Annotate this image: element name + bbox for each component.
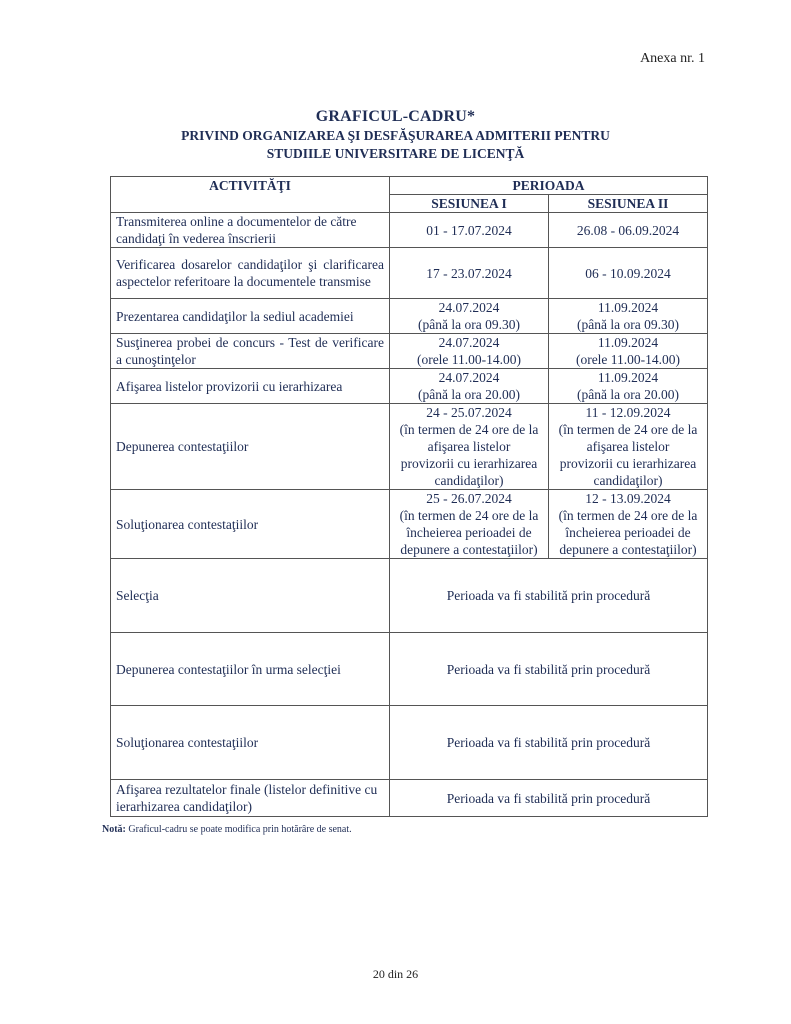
period-line: provizorii cu ierarhizarea (400, 456, 538, 471)
table-row (111, 299, 708, 334)
period-line: candidaţilor) (434, 473, 504, 488)
table-row (111, 633, 708, 706)
period-line: (până la ora 20.00) (577, 387, 679, 402)
title-subtitle-line-1: PRIVIND ORGANIZAREA ŞI DESFĂŞURAREA ADMITERII PENTRU (181, 128, 610, 143)
period-line: 24.07.2024 (438, 370, 500, 385)
period-merged-cell: Perioada va fi stabilită prin procedură (390, 633, 708, 706)
activity-cell: Soluţionarea contestaţiilor (111, 490, 390, 559)
period-line: (până la ora 20.00) (418, 387, 520, 402)
activity-cell: Susţinerea probei de concurs - Test de verificare a cunoştinţelor (111, 334, 390, 369)
period-line: afişarea listelor (427, 439, 511, 454)
schedule-table (110, 176, 708, 817)
activity-cell: Afişarea listelor provizorii cu ierarhizarea (111, 369, 390, 404)
period-line: 06 - 10.09.2024 (585, 265, 671, 281)
period-line: încheierea perioadei de (406, 525, 532, 540)
period-line: 01 - 17.07.2024 (426, 222, 512, 238)
activity-cell: Afişarea rezultatelor finale (listelor definitive cu ierarhizarea candidaţilor) (111, 780, 390, 817)
period-line: (orele 11.00-14.00) (575, 352, 681, 367)
period-line: (în termen de 24 ore de la (558, 422, 698, 437)
table-row (111, 559, 708, 633)
session-2-cell (549, 404, 708, 490)
activity-cell: Prezentarea candidaţilor la sediul academiei (111, 299, 390, 334)
session-1-cell (390, 490, 549, 559)
table-row (111, 490, 708, 559)
period-line: (în termen de 24 ore de la (399, 508, 539, 523)
activity-cell: Depunerea contestaţiilor în urma selecţiei (111, 633, 390, 706)
period-line: depunere a contestaţiilor) (559, 542, 697, 557)
note-text: Graficul-cadru se poate modifica prin hotărâre de senat. (125, 824, 352, 835)
session-1-cell (390, 213, 549, 248)
session-2-cell (549, 299, 708, 334)
period-line: 12 - 13.09.2024 (585, 491, 671, 506)
period-line: (în termen de 24 ore de la (399, 422, 539, 437)
activity-cell: Depunerea contestaţiilor (111, 404, 390, 490)
period-line: candidaţilor) (593, 473, 663, 488)
period-line: (până la ora 09.30) (577, 317, 679, 332)
period-merged-cell: Perioada va fi stabilită prin procedură (390, 559, 708, 633)
schedule-body (111, 213, 708, 817)
session-1-cell (390, 334, 549, 369)
period-line: (în termen de 24 ore de la (558, 508, 698, 523)
session-2-cell (549, 490, 708, 559)
period-line: (orele 11.00-14.00) (416, 352, 522, 367)
session-1-cell (390, 299, 549, 334)
period-line: încheierea perioadei de (565, 525, 691, 540)
period-line: 11.09.2024 (597, 300, 659, 315)
period-line: 26.08 - 06.09.2024 (576, 222, 680, 238)
activity-cell: Soluţionarea contestaţiilor (111, 706, 390, 780)
table-row (111, 780, 708, 817)
table-row (111, 213, 708, 248)
header-period: PERIOADA (390, 177, 708, 195)
period-line: 11.09.2024 (597, 370, 659, 385)
title-subtitle-line-2: STUDIILE UNIVERSITARE DE LICENŢĂ (266, 146, 525, 161)
session-2-cell (549, 334, 708, 369)
period-line: afişarea listelor (586, 439, 670, 454)
period-merged-cell: Perioada va fi stabilită prin procedură (390, 780, 708, 817)
session-1-cell (390, 404, 549, 490)
period-line: 24.07.2024 (438, 300, 500, 315)
activity-cell: Transmiterea online a documentelor de către candidaţi în vederea înscrierii (111, 213, 390, 248)
note (102, 824, 352, 835)
period-line: 25 - 26.07.2024 (426, 491, 512, 506)
session-2-cell (549, 369, 708, 404)
table-row (111, 369, 708, 404)
period-line: 17 - 23.07.2024 (426, 265, 512, 281)
header-session-2: SESIUNEA II (549, 195, 708, 213)
session-1-cell (390, 369, 549, 404)
document-title (0, 108, 791, 162)
period-merged-cell: Perioada va fi stabilită prin procedură (390, 706, 708, 780)
session-1-cell (390, 248, 549, 299)
period-line: 24 - 25.07.2024 (426, 405, 512, 420)
period-line: 24.07.2024 (438, 335, 500, 350)
period-line: 11.09.2024 (597, 335, 659, 350)
period-line: (până la ora 09.30) (418, 317, 520, 332)
header-session-1: SESIUNEA I (390, 195, 549, 213)
annex-label: Anexa nr. 1 (640, 51, 705, 66)
table-row (111, 404, 708, 490)
note-label: Notă: (102, 824, 126, 835)
period-line: depunere a contestaţiilor) (400, 542, 538, 557)
page-number: 20 din 26 (372, 967, 419, 981)
table-row (111, 706, 708, 780)
session-2-cell (549, 248, 708, 299)
period-line: 11 - 12.09.2024 (585, 405, 671, 420)
table-row (111, 334, 708, 369)
session-2-cell (549, 213, 708, 248)
activity-cell: Verificarea dosarelor candidaţilor şi clarificarea aspectelor referitoare la documentele transmise (111, 248, 390, 299)
activity-cell: Selecţia (111, 559, 390, 633)
period-line: provizorii cu ierarhizarea (559, 456, 697, 471)
header-activities: ACTIVITĂŢI (111, 177, 390, 213)
title-main: GRAFICUL-CADRU* (315, 108, 476, 125)
table-row (111, 248, 708, 299)
